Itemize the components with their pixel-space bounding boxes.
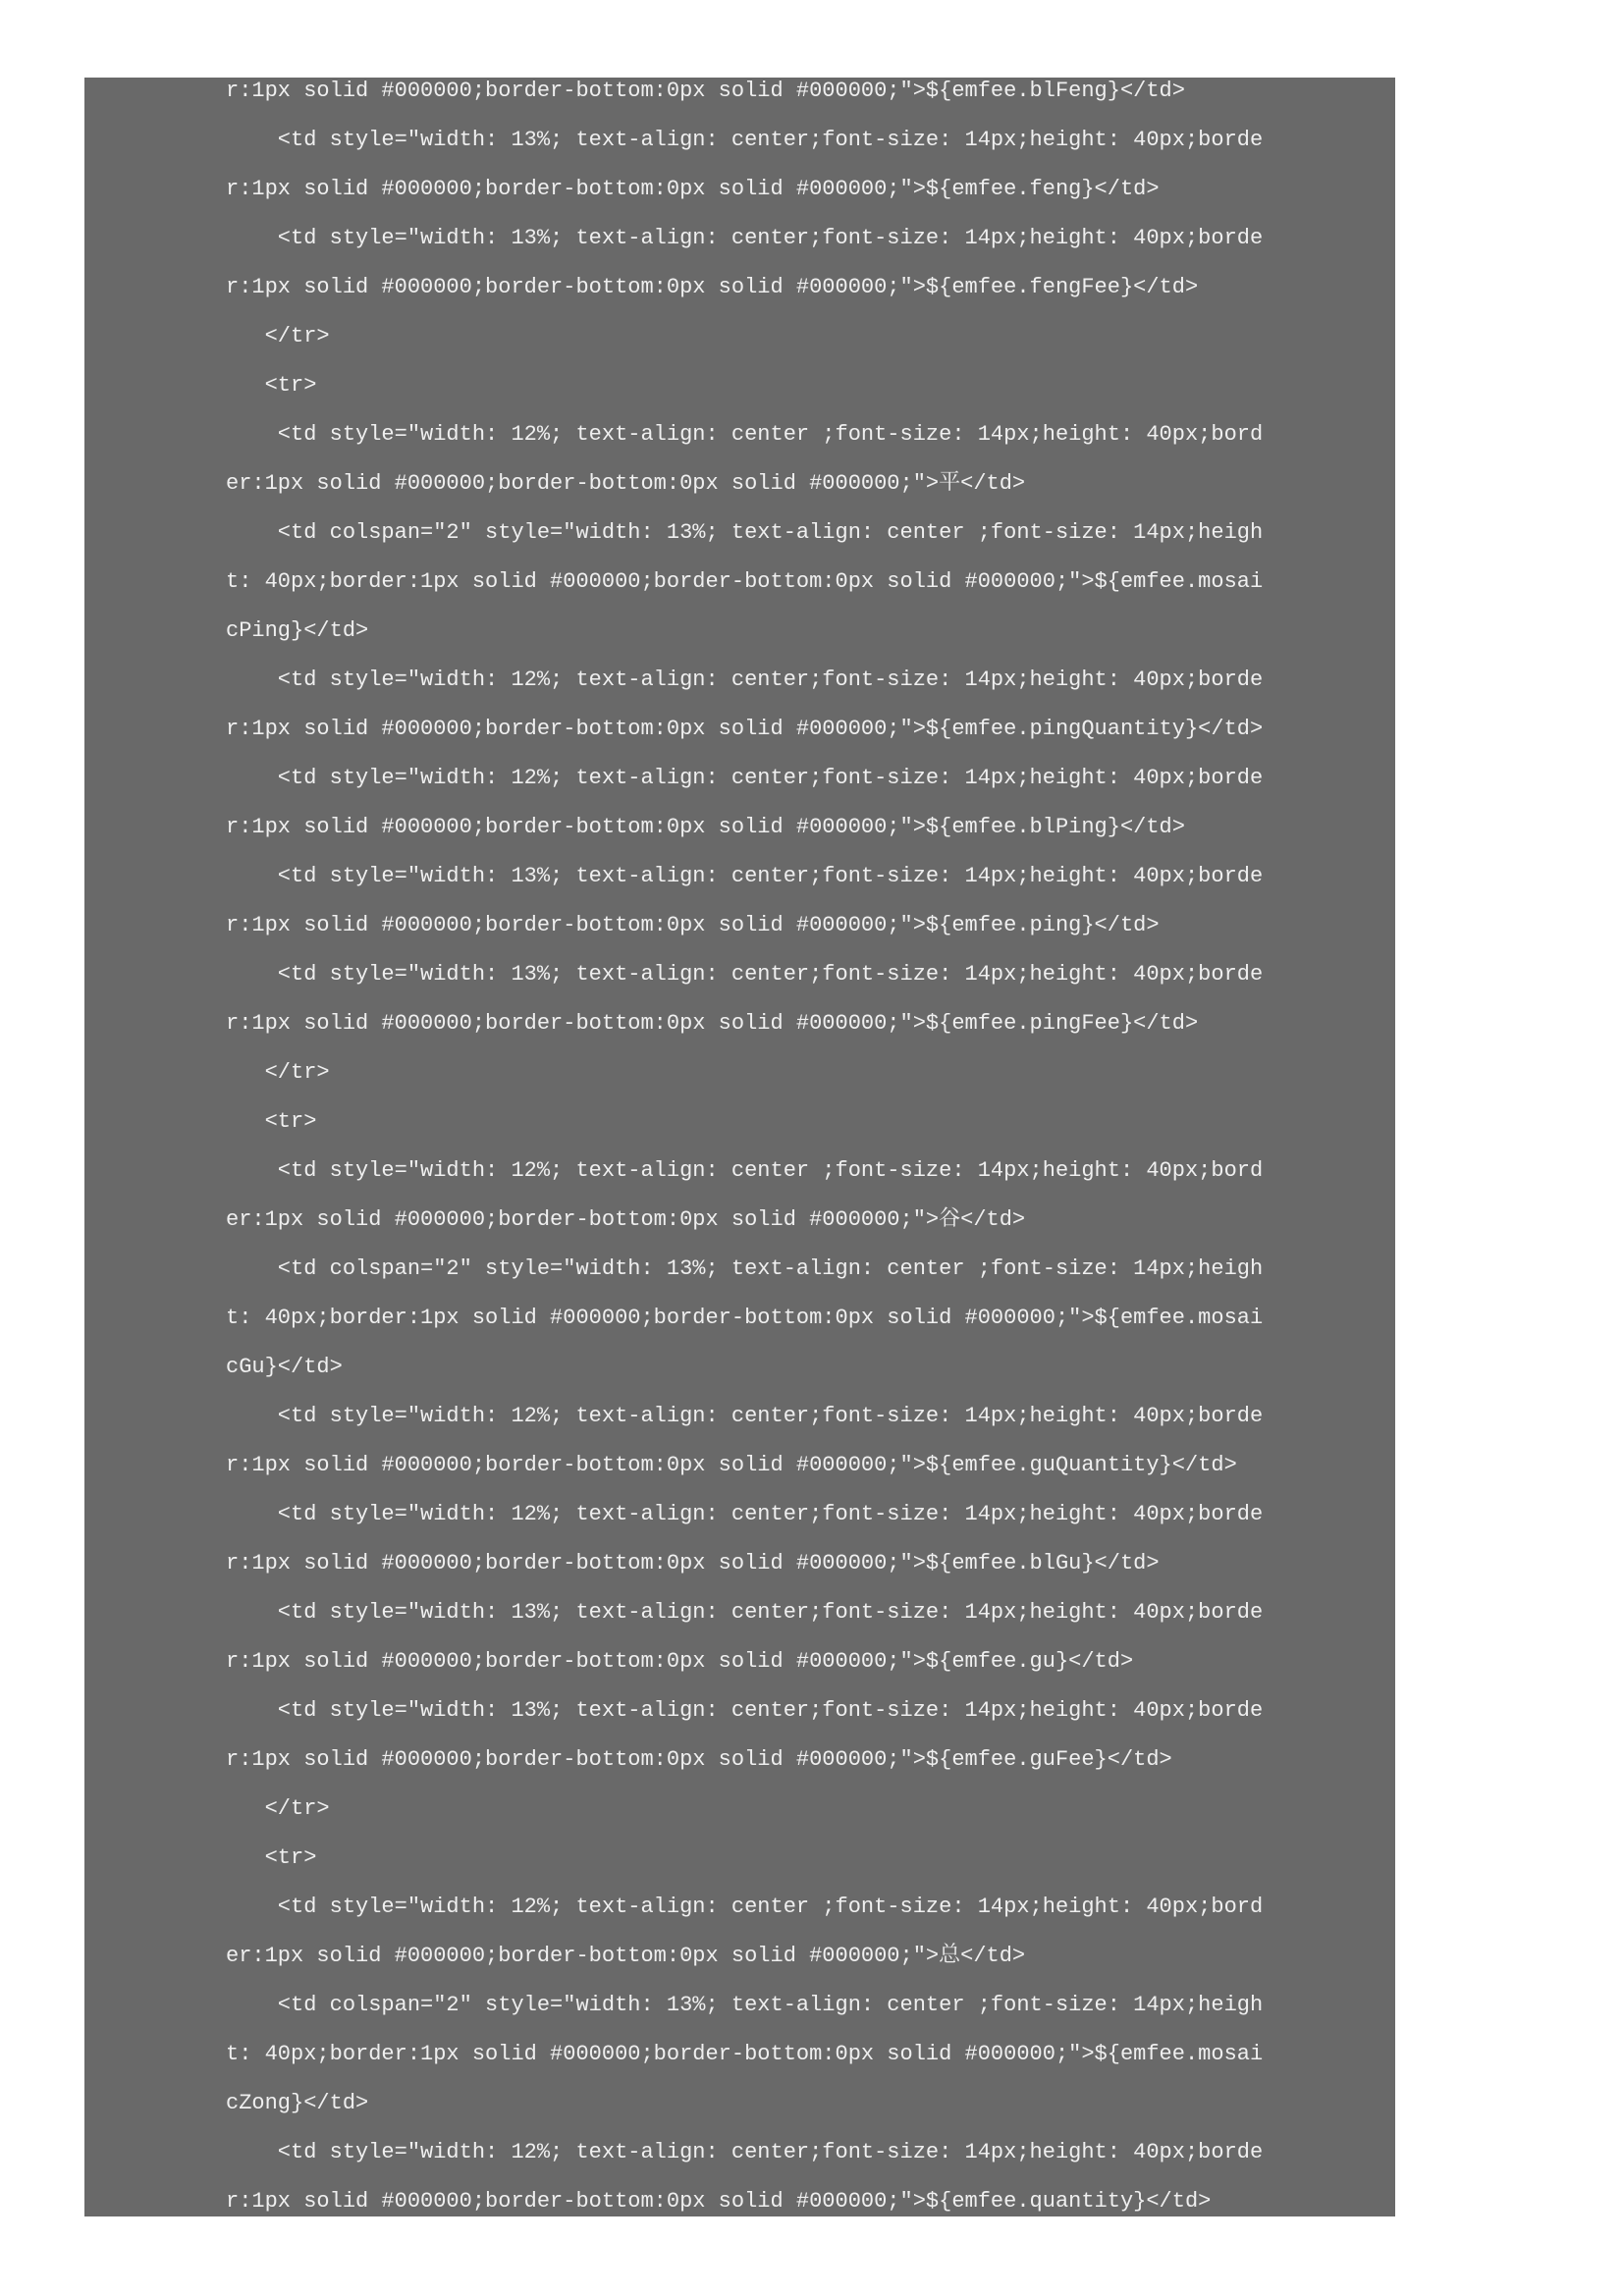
code-content: r:1px solid #000000;border-bottom:0px solid #000000;">${emfee.blFeng}</td> <td style="width: 13%; text-align: center;font-size: 14px;height: 40px;borde r:1px solid #000000;border-bottom:0px solid #000000;">${emfee.feng}</td> <td style="width: 13%; text-align: center;font-size: 14px;height: 40px;borde r:1px solid #000000;border-bottom:0px solid #000000;">${emfee.fengFee}</td> </tr> <tr> <td style="width: 12%; text-align: center ;font-size: 14px;height: 40px;bord er:1px solid #000000;border-bottom:0px solid #000000;">平</td> <td colspan="2" style="width: 13%; text-align: center ;font-size: 14px;heigh t: 40px;border:1px solid #000000;border-bottom:0px solid #000000;">${emfee.mosai cPing}</td> <td style="width: 12%; text-align: center;font-size: 14px;height: 40px;borde r:1px solid #000000;border-bottom:0px solid #000000;">${emfee.pingQuantity}</td> <td style="width: 12%; text-align: center;font-size: 14px;height: 40px;borde r:1px solid #000000;border-bottom:0px solid #000000;">${emfee.blPing}</td> <td style="width: 13%; text-align: center;font-size: 14px;height: 40px;borde r:1px solid #000000;border-bottom:0px solid #000000;">${emfee.ping}</td> <td style="width: 13%; text-align: center;font-size: 14px;height: 40px;borde r:1px solid #000000;border-bottom:0px solid #000000;">${emfee.pingFee}</td> </tr> <tr> <td style="width: 12%; text-align: center ;font-size: 14px;height: 40px;bord er:1px solid #000000;border-bottom:0px solid #000000;">谷</td> <td colspan="2" style="width: 13%; text-align: center ;font-size: 14px;heigh t: 40px;border:1px solid #000000;border-bottom:0px solid #000000;">${emfee.mosai cGu}</td> <td style="width: 12%; text-align: center;font-size: 14px;height: 40px;borde r:1px solid #000000;border-bottom:0px solid #000000;">${emfee.guQuantity}</td> <td style="width: 12%; text-align: center;font-size: 14px;height: 40px;borde r:1px solid #000000;border-bottom:0px solid #000000;">${emfee.blGu}</td> <td style="width: 13%; text-align: center;font-size: 14px;height: 40px;borde r:1px solid #000000;border-bottom:0px solid #000000;">${emfee.gu}</td> <td style="width: 13%; text-align: center;font-size: 14px;height: 40px;borde r:1px solid #000000;border-bottom:0px solid #000000;">${emfee.guFee}</td> </tr> <tr> <td style="width: 12%; text-align: center ;font-size: 14px;height: 40px;bord er:1px solid #000000;border-bottom:0px solid #000000;">总</td> <td colspan="2" style="width: 13%; text-align: center ;font-size: 14px;heigh t: 40px;border:1px solid #000000;border-bottom:0px solid #000000;">${emfee.mosai cZong}</td> <td style="width: 12%; text-align: center;font-size: 14px;height: 40px;borde r:1px solid #000000;border-bottom:0px solid #000000;">${emfee.quantity}</td> xyxy=(226,79,1264,2214)
code-block xyxy=(84,78,1395,2216)
